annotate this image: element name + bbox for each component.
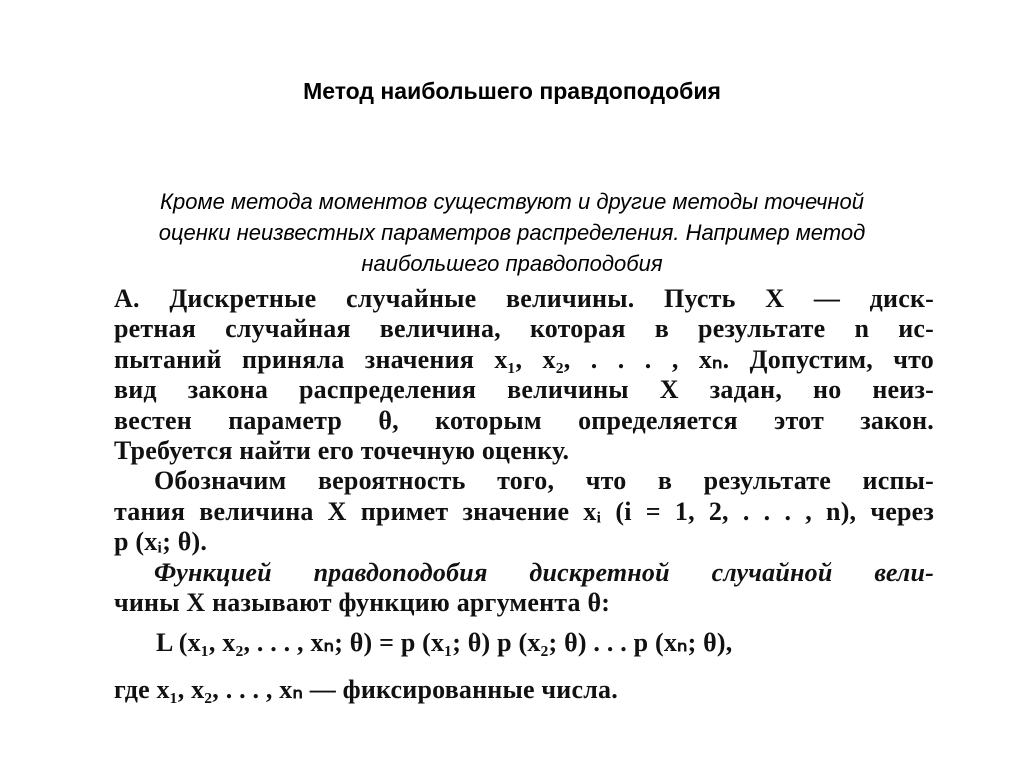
scan-line: вид закона распределения величины X задан, но неиз-	[114, 375, 934, 405]
likelihood-formula: L (x₁, x₂, . . . , xₙ; θ) = p (x₁; θ) p (x₂; θ) . . . p (xₙ; θ),	[156, 628, 733, 658]
scan-line: ретная случайная величина, которая в результате n ис-	[114, 314, 934, 344]
scan-line: пытаний приняла значения x₁, x₂, . . . , xₙ. Допустим, что	[114, 344, 934, 374]
intro-paragraph	[60, 186, 964, 279]
scan-line: Требуется найти его точечную оценку.	[114, 436, 570, 466]
scan-line: p (xᵢ; θ).	[114, 527, 208, 557]
scan-line: где x₁, x₂, . . . , xₙ — фиксированные числа.	[114, 674, 618, 704]
slide-title: Метод наибольшего правдоподобия	[303, 78, 721, 104]
scan-line: вестен параметр θ, которым определяется этот закон.	[114, 405, 934, 435]
intro-line: оценки неизвестных параметров распределения. Например метод	[158, 220, 866, 245]
scanned-textbook-excerpt	[114, 284, 934, 705]
scan-definition-line: Функцией правдоподобия дискретной случайной вели-	[154, 557, 934, 587]
intro-line: Кроме метода моментов существуют и другие методы точечной	[160, 189, 864, 214]
scan-line: тания величина X примет значение xᵢ (i = 1, 2, . . . , n), через	[114, 496, 934, 526]
intro-line: наибольшего правдоподобия	[361, 251, 663, 276]
scan-line: чины X называют функцию аргумента θ:	[114, 588, 611, 618]
scan-line: Обозначим вероятность того, что в результате испы-	[154, 466, 934, 496]
scan-line: А. Дискретные случайные величины. Пусть X — диск-	[114, 284, 934, 313]
